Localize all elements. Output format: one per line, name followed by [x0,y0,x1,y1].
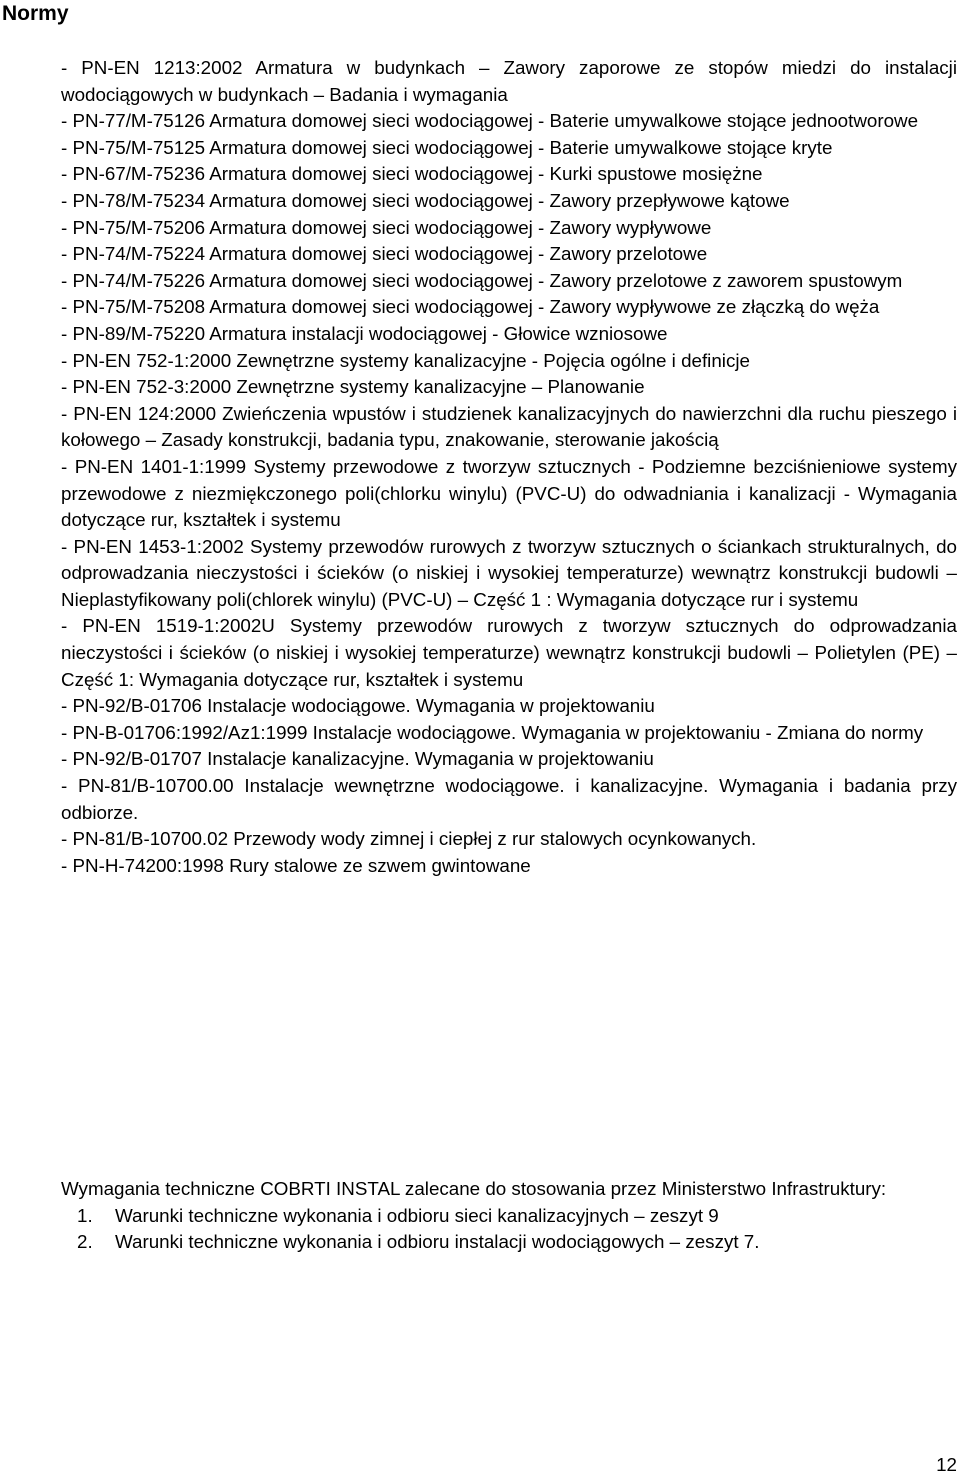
technical-requirements [61,1176,957,1256]
standard-item: - PN-81/B-10700.00 Instalacje wewnętrzne wodociągowe. i kanalizacyjne. Wymagania i badania przy odbiorze. [61,775,957,823]
standard-item: - PN-67/M-75236 Armatura domowej sieci wodociągowej - Kurki spustowe mosiężne [61,163,763,185]
standard-item: - PN-EN 1453-1:2002 Systemy przewodów rurowych z tworzyw sztucznych o ściankach strukturalnych, do odprowadzania nieczystości i ścieków (o niskiej i wysokiej temperaturze) wewnątrz konstrukcji budowli – Nieplastyfikowany poli(chlorek winylu) (PVC-U) – Część 1 : Wymagania dotyczące rur i systemu [61,535,957,610]
standard-item: - PN-89/M-75220 Armatura instalacji wodociągowej - Głowice wzniosowe [61,322,668,344]
requirements-list-item [61,1203,957,1230]
standard-item: - PN-92/B-01707 Instalacje kanalizacyjne. Wymagania w projektowaniu [61,748,654,770]
standard-item: - PN-H-74200:1998 Rury stalowe ze szwem gwintowane [61,854,531,876]
standard-item: - PN-75/M-75206 Armatura domowej sieci wodociągowej - Zawory wypływowe [61,216,712,238]
list-number: 1. [77,1204,93,1226]
page-title: Normy [2,2,69,25]
standard-item: - PN-EN 752-1:2000 Zewnętrzne systemy kanalizacyjne - Pojęcia ogólne i definicje [61,349,750,371]
standard-item: - PN-74/M-75226 Armatura domowej sieci wodociągowej - Zawory przelotowe z zaworem spustowym [61,269,903,291]
standard-item: - PN-EN 752-3:2000 Zewnętrzne systemy kanalizacyjne – Planowanie [61,376,645,398]
standard-item: - PN-78/M-75234 Armatura domowej sieci wodociągowej - Zawory przepływowe kątowe [61,189,790,211]
standard-item: - PN-EN 124:2000 Zwieńczenia wpustów i studzienek kanalizacyjnych do nawierzchni dla ruchu pieszego i kołowego – Zasady konstrukcji, badania typu, znakowanie, sterowanie jakością [61,402,957,451]
list-item-text: Warunki techniczne wykonania i odbioru sieci kanalizacyjnych – zeszyt 9 [115,1204,719,1226]
standard-item: - PN-75/M-75125 Armatura domowej sieci wodociągowej - Baterie umywalkowe stojące kryte [61,136,833,158]
standard-item: - PN-EN 1213:2002 Armatura w budynkach – Zawory zaporowe ze stopów miedzi do instalacji wodociągowych w budynkach – Badania i wymagania [61,57,957,105]
standard-item: - PN-92/B-01706 Instalacje wodociągowe. Wymagania w projektowaniu [61,695,655,717]
standard-item: - PN-EN 1401-1:1999 Systemy przewodowe z tworzyw sztucznych - Podziemne bezciśnieniowe systemy przewodowe z niezmiękczonego poli(chlorku winylu) (PVC-U) do odwadniania i kanalizacji - Wymagania dotyczące rur, kształtek i systemu [61,455,957,531]
standards-list [61,55,957,879]
requirements-list-item [61,1229,957,1256]
standard-item: - PN-B-01706:1992/Az1:1999 Instalacje wodociągowe. Wymagania w projektowaniu - Zmiana do normy [61,721,924,743]
list-number: 2. [77,1231,93,1253]
requirements-list [61,1203,957,1256]
standard-item: - PN-81/B-10700.02 Przewody wody zimnej i ciepłej z rur stalowych ocynkowanych. [61,828,757,850]
page-number: 12 [936,1454,957,1475]
standard-item: - PN-77/M-75126 Armatura domowej sieci wodociągowej - Baterie umywalkowe stojące jednootworowe [61,110,919,132]
list-item-text: Warunki techniczne wykonania i odbioru instalacji wodociągowych – zeszyt 7. [115,1231,760,1253]
standard-item: - PN-75/M-75208 Armatura domowej sieci wodociągowej - Zawory wypływowe ze złączką do węża [61,296,880,318]
standard-item: - PN-74/M-75224 Armatura domowej sieci wodociągowej - Zawory przelotowe [61,243,708,265]
standard-item: - PN-EN 1519-1:2002U Systemy przewodów rurowych z tworzyw sztucznych do odprowadzania nieczystości i ścieków (o niskiej i wysokiej temperaturze) wewnątrz konstrukcji budowli – Polietylen (PE) – Część 1: Wymagania dotyczące rur, kształtek i systemu [61,615,957,690]
requirements-intro: Wymagania techniczne COBRTI INSTAL zalecane do stosowania przez Ministerstwo Infrastruktury: [61,1178,887,1199]
